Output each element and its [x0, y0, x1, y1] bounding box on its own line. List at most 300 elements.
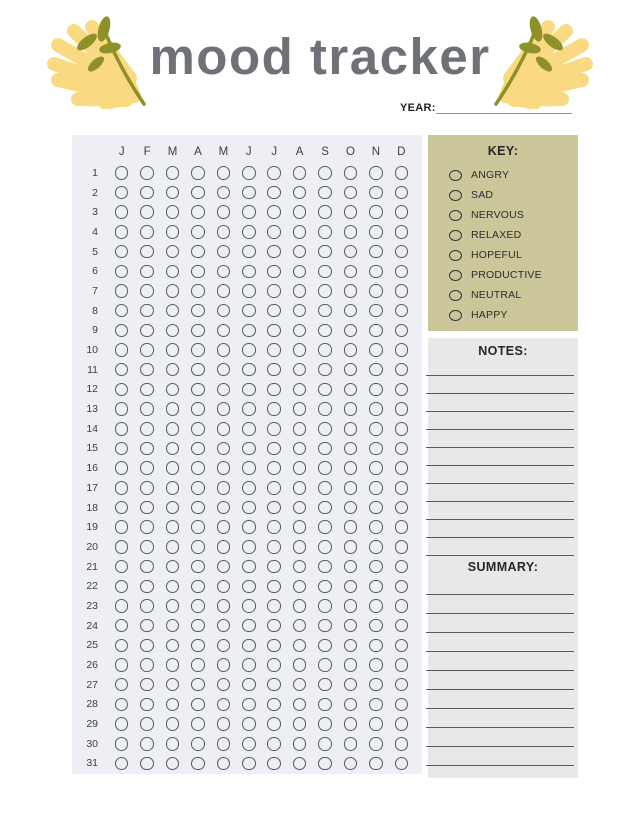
- mood-cell-circle[interactable]: [293, 422, 307, 436]
- mood-cell[interactable]: [236, 596, 261, 616]
- mood-cell-circle[interactable]: [369, 501, 383, 515]
- mood-cell[interactable]: [287, 242, 312, 262]
- mood-cell[interactable]: [109, 636, 134, 656]
- mood-cell[interactable]: [236, 695, 261, 715]
- mood-cell-circle[interactable]: [166, 619, 180, 633]
- mood-cell-circle[interactable]: [293, 324, 307, 338]
- mood-cell-circle[interactable]: [344, 442, 358, 456]
- mood-cell-circle[interactable]: [115, 658, 129, 672]
- mood-cell[interactable]: [211, 360, 236, 380]
- mood-cell[interactable]: [185, 734, 210, 754]
- mood-cell-circle[interactable]: [395, 560, 409, 574]
- key-mood-circle[interactable]: [449, 190, 462, 201]
- mood-cell-circle[interactable]: [395, 442, 409, 456]
- mood-cell-circle[interactable]: [140, 166, 154, 180]
- mood-cell-circle[interactable]: [140, 717, 154, 731]
- mood-cell[interactable]: [134, 419, 159, 439]
- mood-cell-circle[interactable]: [395, 501, 409, 515]
- mood-cell[interactable]: [389, 261, 414, 281]
- mood-cell-circle[interactable]: [191, 658, 205, 672]
- mood-cell-circle[interactable]: [166, 166, 180, 180]
- mood-cell-circle[interactable]: [191, 481, 205, 495]
- mood-cell[interactable]: [211, 242, 236, 262]
- mood-cell[interactable]: [261, 714, 286, 734]
- mood-cell[interactable]: [236, 419, 261, 439]
- mood-cell-circle[interactable]: [267, 501, 281, 515]
- key-mood-circle[interactable]: [449, 270, 462, 281]
- key-mood-circle[interactable]: [449, 170, 462, 181]
- mood-cell-circle[interactable]: [395, 619, 409, 633]
- mood-cell[interactable]: [338, 222, 363, 242]
- mood-cell[interactable]: [211, 695, 236, 715]
- mood-cell[interactable]: [109, 281, 134, 301]
- mood-cell[interactable]: [160, 478, 185, 498]
- mood-cell[interactable]: [287, 655, 312, 675]
- mood-cell-circle[interactable]: [242, 560, 256, 574]
- mood-cell-circle[interactable]: [293, 619, 307, 633]
- mood-cell-circle[interactable]: [318, 383, 332, 397]
- mood-cell[interactable]: [312, 714, 337, 734]
- mood-cell[interactable]: [134, 281, 159, 301]
- mood-cell[interactable]: [109, 734, 134, 754]
- mood-cell[interactable]: [287, 675, 312, 695]
- mood-cell-circle[interactable]: [395, 678, 409, 692]
- mood-cell[interactable]: [261, 202, 286, 222]
- mood-cell[interactable]: [236, 261, 261, 281]
- mood-cell-circle[interactable]: [369, 265, 383, 279]
- mood-cell-circle[interactable]: [369, 422, 383, 436]
- key-mood-circle[interactable]: [449, 210, 462, 221]
- mood-cell-circle[interactable]: [166, 245, 180, 259]
- mood-cell[interactable]: [261, 439, 286, 459]
- mood-cell[interactable]: [185, 557, 210, 577]
- mood-cell-circle[interactable]: [395, 304, 409, 318]
- mood-cell-circle[interactable]: [344, 501, 358, 515]
- mood-cell-circle[interactable]: [191, 619, 205, 633]
- mood-cell-circle[interactable]: [267, 461, 281, 475]
- mood-cell[interactable]: [134, 616, 159, 636]
- mood-cell-circle[interactable]: [242, 265, 256, 279]
- mood-cell-circle[interactable]: [267, 481, 281, 495]
- mood-cell[interactable]: [109, 163, 134, 183]
- mood-cell[interactable]: [236, 675, 261, 695]
- mood-cell-circle[interactable]: [191, 245, 205, 259]
- mood-cell-circle[interactable]: [369, 540, 383, 554]
- mood-cell[interactable]: [236, 458, 261, 478]
- mood-cell-circle[interactable]: [267, 265, 281, 279]
- mood-cell-circle[interactable]: [166, 678, 180, 692]
- mood-cell-circle[interactable]: [115, 205, 129, 219]
- mood-cell-circle[interactable]: [217, 560, 231, 574]
- mood-cell[interactable]: [287, 281, 312, 301]
- mood-cell[interactable]: [134, 478, 159, 498]
- mood-cell-circle[interactable]: [115, 481, 129, 495]
- mood-cell[interactable]: [287, 222, 312, 242]
- mood-cell-circle[interactable]: [293, 265, 307, 279]
- mood-cell-circle[interactable]: [166, 698, 180, 712]
- mood-cell-circle[interactable]: [344, 698, 358, 712]
- mood-cell[interactable]: [389, 163, 414, 183]
- mood-cell[interactable]: [109, 695, 134, 715]
- mood-cell[interactable]: [338, 301, 363, 321]
- mood-cell[interactable]: [185, 242, 210, 262]
- mood-cell[interactable]: [287, 695, 312, 715]
- mood-cell[interactable]: [109, 596, 134, 616]
- mood-cell-circle[interactable]: [369, 560, 383, 574]
- mood-cell-circle[interactable]: [115, 599, 129, 613]
- mood-cell[interactable]: [363, 655, 388, 675]
- mood-cell-circle[interactable]: [115, 698, 129, 712]
- mood-cell[interactable]: [109, 616, 134, 636]
- mood-cell-circle[interactable]: [344, 580, 358, 594]
- mood-cell-circle[interactable]: [267, 245, 281, 259]
- mood-cell-circle[interactable]: [395, 580, 409, 594]
- mood-cell[interactable]: [109, 675, 134, 695]
- mood-cell[interactable]: [211, 281, 236, 301]
- mood-cell[interactable]: [261, 537, 286, 557]
- mood-cell[interactable]: [287, 616, 312, 636]
- mood-cell[interactable]: [211, 734, 236, 754]
- mood-cell-circle[interactable]: [369, 698, 383, 712]
- mood-cell[interactable]: [236, 478, 261, 498]
- mood-cell[interactable]: [109, 301, 134, 321]
- mood-cell-circle[interactable]: [140, 383, 154, 397]
- mood-cell[interactable]: [109, 321, 134, 341]
- mood-cell-circle[interactable]: [318, 422, 332, 436]
- mood-cell[interactable]: [185, 754, 210, 774]
- mood-cell[interactable]: [312, 340, 337, 360]
- mood-cell[interactable]: [236, 163, 261, 183]
- mood-cell[interactable]: [261, 734, 286, 754]
- mood-cell-circle[interactable]: [191, 717, 205, 731]
- mood-cell[interactable]: [185, 261, 210, 281]
- mood-cell-circle[interactable]: [115, 324, 129, 338]
- mood-cell[interactable]: [312, 321, 337, 341]
- mood-cell-circle[interactable]: [293, 186, 307, 200]
- mood-cell-circle[interactable]: [344, 520, 358, 534]
- mood-cell-circle[interactable]: [115, 560, 129, 574]
- mood-cell[interactable]: [134, 675, 159, 695]
- mood-cell[interactable]: [160, 261, 185, 281]
- mood-cell[interactable]: [363, 202, 388, 222]
- mood-cell-circle[interactable]: [166, 363, 180, 377]
- mood-cell-circle[interactable]: [140, 540, 154, 554]
- mood-cell[interactable]: [287, 714, 312, 734]
- mood-cell[interactable]: [389, 281, 414, 301]
- mood-cell[interactable]: [363, 695, 388, 715]
- mood-cell[interactable]: [236, 321, 261, 341]
- mood-cell-circle[interactable]: [191, 166, 205, 180]
- mood-cell-circle[interactable]: [217, 678, 231, 692]
- mood-cell-circle[interactable]: [293, 678, 307, 692]
- mood-cell[interactable]: [185, 695, 210, 715]
- mood-cell[interactable]: [338, 616, 363, 636]
- mood-cell[interactable]: [389, 616, 414, 636]
- mood-cell[interactable]: [389, 183, 414, 203]
- mood-cell[interactable]: [312, 458, 337, 478]
- mood-cell[interactable]: [338, 478, 363, 498]
- mood-cell-circle[interactable]: [267, 757, 281, 771]
- mood-cell-circle[interactable]: [191, 580, 205, 594]
- mood-cell-circle[interactable]: [140, 284, 154, 298]
- mood-cell-circle[interactable]: [166, 343, 180, 357]
- mood-cell-circle[interactable]: [242, 245, 256, 259]
- mood-cell[interactable]: [236, 754, 261, 774]
- mood-cell[interactable]: [287, 517, 312, 537]
- mood-cell[interactable]: [236, 281, 261, 301]
- mood-cell[interactable]: [109, 242, 134, 262]
- mood-cell[interactable]: [363, 537, 388, 557]
- mood-cell-circle[interactable]: [318, 717, 332, 731]
- mood-cell-circle[interactable]: [191, 383, 205, 397]
- mood-cell-circle[interactable]: [395, 698, 409, 712]
- mood-cell-circle[interactable]: [140, 304, 154, 318]
- mood-cell[interactable]: [312, 636, 337, 656]
- mood-cell[interactable]: [211, 576, 236, 596]
- mood-cell-circle[interactable]: [293, 225, 307, 239]
- mood-cell[interactable]: [261, 360, 286, 380]
- mood-cell[interactable]: [211, 419, 236, 439]
- mood-cell-circle[interactable]: [344, 678, 358, 692]
- mood-cell-circle[interactable]: [191, 737, 205, 751]
- mood-cell[interactable]: [287, 380, 312, 400]
- mood-cell[interactable]: [261, 340, 286, 360]
- mood-cell-circle[interactable]: [344, 205, 358, 219]
- mood-cell[interactable]: [261, 222, 286, 242]
- mood-cell[interactable]: [160, 675, 185, 695]
- mood-cell-circle[interactable]: [369, 737, 383, 751]
- mood-cell-circle[interactable]: [369, 304, 383, 318]
- mood-cell[interactable]: [236, 242, 261, 262]
- mood-cell-circle[interactable]: [293, 599, 307, 613]
- mood-cell-circle[interactable]: [395, 422, 409, 436]
- mood-cell-circle[interactable]: [344, 245, 358, 259]
- mood-cell[interactable]: [287, 734, 312, 754]
- mood-cell[interactable]: [185, 340, 210, 360]
- mood-cell-circle[interactable]: [395, 481, 409, 495]
- mood-cell-circle[interactable]: [318, 284, 332, 298]
- mood-cell-circle[interactable]: [115, 284, 129, 298]
- mood-cell-circle[interactable]: [140, 678, 154, 692]
- mood-cell[interactable]: [185, 714, 210, 734]
- mood-cell-circle[interactable]: [217, 166, 231, 180]
- mood-cell-circle[interactable]: [140, 343, 154, 357]
- mood-cell-circle[interactable]: [318, 658, 332, 672]
- mood-cell-circle[interactable]: [395, 205, 409, 219]
- mood-cell-circle[interactable]: [369, 461, 383, 475]
- mood-cell[interactable]: [160, 242, 185, 262]
- mood-cell[interactable]: [236, 183, 261, 203]
- mood-cell[interactable]: [312, 655, 337, 675]
- mood-cell[interactable]: [185, 419, 210, 439]
- mood-cell[interactable]: [363, 360, 388, 380]
- mood-cell-circle[interactable]: [140, 580, 154, 594]
- mood-cell[interactable]: [185, 596, 210, 616]
- mood-cell-circle[interactable]: [242, 481, 256, 495]
- mood-cell-circle[interactable]: [166, 205, 180, 219]
- mood-cell-circle[interactable]: [217, 422, 231, 436]
- mood-cell[interactable]: [109, 655, 134, 675]
- mood-cell-circle[interactable]: [166, 580, 180, 594]
- mood-cell-circle[interactable]: [395, 402, 409, 416]
- mood-cell[interactable]: [185, 380, 210, 400]
- mood-cell[interactable]: [134, 498, 159, 518]
- mood-cell[interactable]: [134, 576, 159, 596]
- mood-cell-circle[interactable]: [242, 599, 256, 613]
- mood-cell-circle[interactable]: [395, 265, 409, 279]
- mood-cell[interactable]: [109, 340, 134, 360]
- mood-cell[interactable]: [363, 163, 388, 183]
- mood-cell-circle[interactable]: [267, 580, 281, 594]
- mood-cell[interactable]: [185, 321, 210, 341]
- mood-cell-circle[interactable]: [115, 225, 129, 239]
- mood-cell[interactable]: [312, 557, 337, 577]
- mood-cell[interactable]: [338, 695, 363, 715]
- mood-cell[interactable]: [363, 261, 388, 281]
- mood-cell-circle[interactable]: [318, 619, 332, 633]
- mood-cell-circle[interactable]: [267, 186, 281, 200]
- mood-cell-circle[interactable]: [267, 383, 281, 397]
- mood-cell-circle[interactable]: [166, 599, 180, 613]
- mood-cell[interactable]: [389, 537, 414, 557]
- mood-cell-circle[interactable]: [166, 324, 180, 338]
- mood-cell[interactable]: [338, 380, 363, 400]
- mood-cell[interactable]: [287, 537, 312, 557]
- mood-cell-circle[interactable]: [191, 205, 205, 219]
- mood-cell[interactable]: [389, 655, 414, 675]
- mood-cell[interactable]: [160, 419, 185, 439]
- mood-cell-circle[interactable]: [267, 560, 281, 574]
- mood-cell-circle[interactable]: [166, 717, 180, 731]
- mood-cell[interactable]: [185, 222, 210, 242]
- mood-cell-circle[interactable]: [369, 481, 383, 495]
- mood-cell[interactable]: [109, 360, 134, 380]
- mood-cell-circle[interactable]: [115, 245, 129, 259]
- mood-cell[interactable]: [236, 655, 261, 675]
- mood-cell[interactable]: [338, 596, 363, 616]
- mood-cell[interactable]: [134, 399, 159, 419]
- mood-cell[interactable]: [160, 301, 185, 321]
- mood-cell-circle[interactable]: [140, 639, 154, 653]
- mood-cell-circle[interactable]: [395, 717, 409, 731]
- mood-cell-circle[interactable]: [242, 461, 256, 475]
- mood-cell-circle[interactable]: [369, 599, 383, 613]
- mood-cell-circle[interactable]: [115, 166, 129, 180]
- mood-cell-circle[interactable]: [191, 757, 205, 771]
- mood-cell-circle[interactable]: [242, 698, 256, 712]
- mood-cell-circle[interactable]: [267, 166, 281, 180]
- mood-cell-circle[interactable]: [318, 245, 332, 259]
- mood-cell[interactable]: [261, 281, 286, 301]
- mood-cell[interactable]: [211, 321, 236, 341]
- mood-cell[interactable]: [338, 498, 363, 518]
- mood-cell[interactable]: [338, 321, 363, 341]
- mood-cell[interactable]: [363, 419, 388, 439]
- mood-cell[interactable]: [109, 222, 134, 242]
- mood-cell[interactable]: [363, 576, 388, 596]
- mood-cell-circle[interactable]: [166, 540, 180, 554]
- mood-cell[interactable]: [389, 557, 414, 577]
- mood-cell-circle[interactable]: [293, 363, 307, 377]
- mood-cell-circle[interactable]: [217, 540, 231, 554]
- mood-cell[interactable]: [261, 183, 286, 203]
- mood-cell[interactable]: [389, 458, 414, 478]
- mood-cell[interactable]: [389, 321, 414, 341]
- mood-cell[interactable]: [312, 360, 337, 380]
- mood-cell[interactable]: [363, 636, 388, 656]
- mood-cell[interactable]: [363, 596, 388, 616]
- mood-cell-circle[interactable]: [344, 324, 358, 338]
- mood-cell-circle[interactable]: [115, 580, 129, 594]
- mood-cell[interactable]: [363, 557, 388, 577]
- mood-cell[interactable]: [134, 695, 159, 715]
- mood-cell[interactable]: [261, 163, 286, 183]
- mood-cell-circle[interactable]: [242, 343, 256, 357]
- mood-cell[interactable]: [236, 616, 261, 636]
- mood-cell[interactable]: [261, 695, 286, 715]
- mood-cell[interactable]: [109, 557, 134, 577]
- mood-cell[interactable]: [211, 655, 236, 675]
- mood-cell-circle[interactable]: [267, 639, 281, 653]
- key-mood-circle[interactable]: [449, 310, 462, 321]
- mood-cell[interactable]: [211, 616, 236, 636]
- mood-cell-circle[interactable]: [217, 284, 231, 298]
- mood-cell[interactable]: [236, 202, 261, 222]
- mood-cell-circle[interactable]: [115, 540, 129, 554]
- mood-cell[interactable]: [363, 675, 388, 695]
- mood-cell-circle[interactable]: [344, 461, 358, 475]
- mood-cell[interactable]: [185, 183, 210, 203]
- mood-cell-circle[interactable]: [318, 678, 332, 692]
- mood-cell[interactable]: [134, 439, 159, 459]
- mood-cell-circle[interactable]: [267, 284, 281, 298]
- mood-cell[interactable]: [211, 537, 236, 557]
- mood-cell[interactable]: [134, 596, 159, 616]
- mood-cell-circle[interactable]: [217, 304, 231, 318]
- mood-cell[interactable]: [109, 439, 134, 459]
- mood-cell-circle[interactable]: [395, 324, 409, 338]
- mood-cell-circle[interactable]: [395, 166, 409, 180]
- mood-cell[interactable]: [338, 636, 363, 656]
- mood-cell-circle[interactable]: [242, 580, 256, 594]
- mood-cell-circle[interactable]: [217, 619, 231, 633]
- mood-cell[interactable]: [287, 458, 312, 478]
- mood-cell[interactable]: [160, 202, 185, 222]
- mood-cell-circle[interactable]: [267, 205, 281, 219]
- mood-cell-circle[interactable]: [293, 383, 307, 397]
- mood-cell[interactable]: [287, 340, 312, 360]
- mood-cell-circle[interactable]: [217, 225, 231, 239]
- mood-cell-circle[interactable]: [115, 265, 129, 279]
- mood-cell-circle[interactable]: [191, 304, 205, 318]
- mood-cell[interactable]: [211, 261, 236, 281]
- mood-cell-circle[interactable]: [140, 757, 154, 771]
- key-mood-circle[interactable]: [449, 230, 462, 241]
- mood-cell[interactable]: [261, 261, 286, 281]
- mood-cell[interactable]: [287, 478, 312, 498]
- mood-cell-circle[interactable]: [318, 560, 332, 574]
- mood-cell-circle[interactable]: [115, 757, 129, 771]
- mood-cell[interactable]: [160, 340, 185, 360]
- mood-cell-circle[interactable]: [293, 540, 307, 554]
- mood-cell-circle[interactable]: [217, 343, 231, 357]
- mood-cell-circle[interactable]: [318, 166, 332, 180]
- mood-cell[interactable]: [211, 517, 236, 537]
- mood-cell-circle[interactable]: [166, 284, 180, 298]
- mood-cell-circle[interactable]: [293, 639, 307, 653]
- mood-cell-circle[interactable]: [115, 461, 129, 475]
- mood-cell-circle[interactable]: [191, 540, 205, 554]
